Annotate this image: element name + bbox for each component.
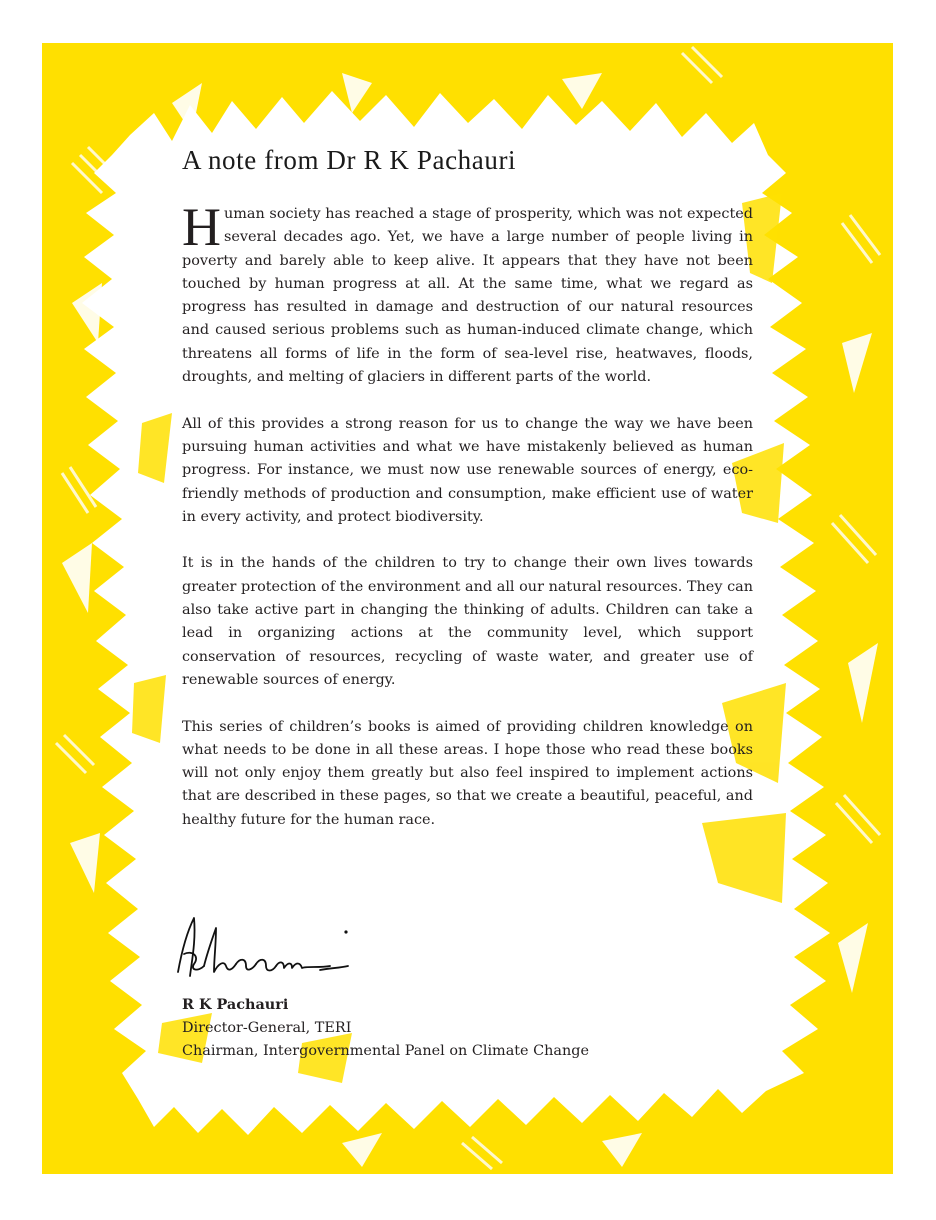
handwritten-signature: [170, 910, 370, 990]
signatory-role-1: Director-General, TERI: [182, 1020, 352, 1036]
signatory-role-2: Chairman, Intergovernmental Panel on Climate Change: [182, 1043, 590, 1059]
paragraph-4: This series of children’s books is aimed of providing children knowledge on what needs to be done in all these areas. I hope those who read these books will not only enjoy them greatly but also feel inspired to implement actions that are described in these pages, so that we create a beautiful, peaceful, and healthy future for the human race.: [182, 718, 753, 828]
paragraph-3: It is in the hands of the children to try to change their own lives towards greater protection of the environment and all our natural resources. They can also take active part in changing the thinking of adults. Children can take a lead in organizing actions at the community level, which support conservation of resources, recycling of waste water, and greater use of renewable sources of energy.: [182, 555, 753, 688]
page-title: A note from Dr R K Pachauri: [182, 145, 517, 175]
drop-cap: H: [182, 197, 221, 257]
paragraph-1: [182, 197, 753, 389]
paragraph-2: All of this provides a strong reason for us to change the way we have been pursuing human activities and what we have mistakenly believed as human progress. For instance, we must now use renewable sources of energy, eco-friendly methods of production and consumption, make efficient use of water in every activity, and protect biodiversity.: [182, 415, 753, 525]
paragraph-1-text: uman society has reached a stage of prosperity, which was not expected several decades ago. Yet, we have a large number of people living in poverty and barely able to keep alive. It appears that they have not been touched by human progress at all. At the same time, what we regard as progress has resulted in damage and destruction of our natural resources and caused serious problems such as human-induced climate change, which threatens all forms of life in the form of sea-level rise, heatwaves, floods, droughts, and melting of glaciers in different parts of the world.: [182, 206, 753, 386]
note-content: [182, 143, 753, 832]
signatory-name: R K Pachauri: [182, 996, 289, 1013]
